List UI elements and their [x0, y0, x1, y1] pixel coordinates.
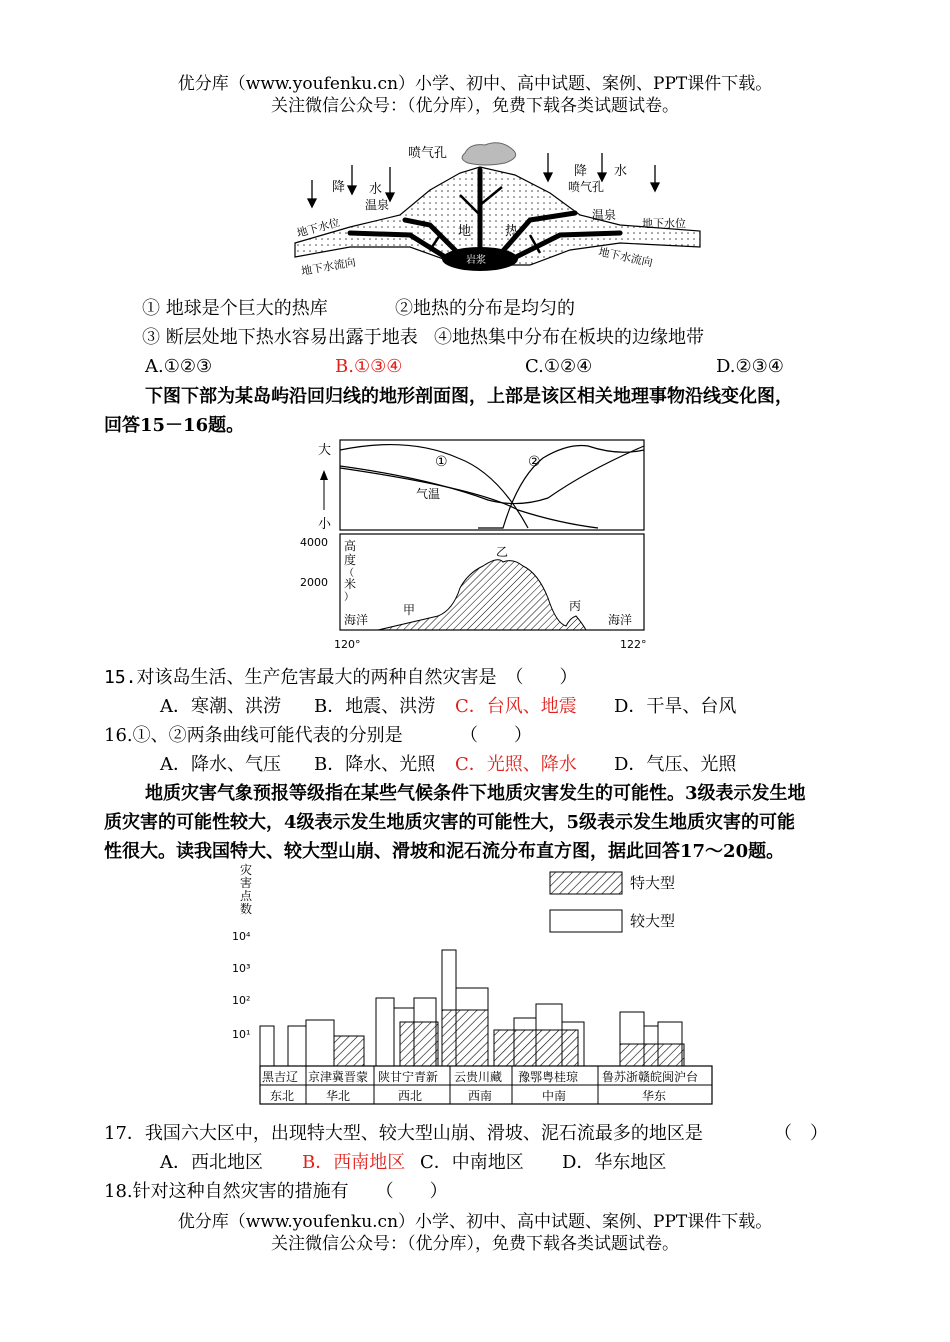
q16-choice-d: D．气压、光照	[614, 754, 737, 775]
water-table-label-left: 地下水位	[295, 215, 342, 240]
y-label-1: 高	[344, 539, 357, 553]
y-label-3: （	[344, 568, 354, 579]
q14-option-2: ②地热的分布是均匀的	[395, 298, 575, 319]
region-5: 华东	[642, 1089, 667, 1103]
q17-choice-d: D．华东地区	[562, 1152, 667, 1173]
point-bing: 丙	[569, 599, 582, 613]
footer-line-2: 关注微信公众号：（优分库），免费下载各类试题试卷。	[271, 1234, 679, 1254]
y-label-2: 度	[344, 553, 357, 567]
y-tick-10-3: 10³	[232, 962, 251, 975]
province-5: 鲁苏浙赣皖闽沪台	[602, 1070, 699, 1084]
q15-choice-a: A．寒潮、洪涝	[160, 696, 281, 717]
y-tick-10-1: 10¹	[232, 1028, 251, 1041]
q17-choice-a: A．西北地区	[160, 1152, 263, 1173]
y-axis-big: 大	[318, 443, 332, 458]
bar-large-north-2	[306, 1020, 334, 1066]
q14-option-4: ④地热集中分布在板块的边缘地带	[434, 327, 704, 348]
intro-15-line-1: 下图下部为某岛屿沿回归线的地形剖面图，上部是该区相关地理事物沿线变化图，	[145, 386, 793, 407]
vent-label-top: 喷气孔	[408, 146, 448, 161]
q15-stem: 15.对该岛生活、生产危害最大的两种自然灾害是 （ ）	[104, 667, 578, 688]
x-tick-122: 122°	[620, 638, 647, 651]
y-label-4: 米	[344, 577, 357, 591]
q16-choice-b: B．降水、光照	[314, 754, 436, 775]
y-title-1: 灾	[240, 863, 253, 877]
flow-label-right: 地下水流向	[597, 245, 654, 270]
q15-choice-b: B．地震、洪涝	[314, 696, 436, 717]
bar-large-north-1	[288, 1026, 306, 1066]
intro-17-line-1: 地质灾害气象预报等级指在某些气候条件下地质灾害发生的可能性。3级表示发生地	[145, 783, 806, 804]
province-2: 陕甘宁青新	[378, 1070, 439, 1084]
curve-2-label: ②	[528, 454, 541, 470]
region-3: 西南	[468, 1089, 493, 1103]
temperature-curve-2	[340, 468, 598, 528]
legend-large-swatch	[550, 910, 622, 932]
legend-special-swatch	[550, 872, 622, 894]
magma-label: 岩浆	[466, 255, 486, 266]
q14-choice-b: B.①③④	[335, 356, 403, 377]
terrain-profile	[378, 560, 586, 630]
y-axis-small: 小	[318, 517, 332, 532]
q14-option-1: ① 地球是个巨大的热库	[142, 298, 328, 319]
q16-choice-c: C．光照、降水	[455, 754, 577, 775]
heat-label-1: 地	[458, 224, 472, 239]
rain-label-right: 降	[574, 164, 588, 179]
temperature-label: 气温	[416, 487, 441, 501]
legend-special-label: 特大型	[630, 874, 676, 892]
point-yi: 乙	[496, 545, 509, 559]
steam-plume	[462, 143, 516, 165]
bar-special-north	[334, 1036, 364, 1066]
q14-choice-a: A.①②③	[145, 356, 213, 377]
province-0: 黑吉辽	[262, 1070, 299, 1084]
region-0: 东北	[270, 1089, 295, 1103]
region-4: 中南	[542, 1089, 567, 1103]
water-label-right: 水	[614, 164, 628, 179]
province-4: 豫鄂粤桂琼	[518, 1070, 579, 1084]
y-title-4: 数	[240, 902, 253, 916]
intro-15-line-2: 回答15－16题。	[104, 415, 245, 436]
vent-label-right: 喷气孔	[568, 180, 605, 194]
bar-special-central	[494, 1030, 578, 1066]
q14-choice-c: C.①②④	[525, 356, 593, 377]
bar-large-northwest-1	[376, 998, 394, 1066]
y-tick-4000: 4000	[300, 536, 328, 549]
header-line-1: 优分库（www.youfenku.cn）小学、初中、高中试题、案例、PPT课件下载。	[177, 74, 773, 94]
profile-chart	[298, 438, 658, 652]
region-1: 华北	[326, 1089, 351, 1103]
q18-stem: 18.针对这种自然灾害的措施有 （ ）	[104, 1181, 448, 1202]
curve-1-label: ①	[435, 454, 448, 470]
y-tick-10-2: 10²	[232, 994, 251, 1007]
province-3: 云贵川藏	[454, 1070, 503, 1084]
y-title-3: 点	[240, 889, 253, 903]
bar-special-northwest	[400, 1022, 438, 1066]
region-2: 西北	[398, 1089, 423, 1103]
q16-choice-a: A．降水、气压	[160, 754, 281, 775]
header-line-2: 关注微信公众号：（优分库），免费下载各类试题试卷。	[271, 96, 679, 116]
intro-17-line-2: 质灾害的可能性较大，4级表示发生地质灾害的可能性大，5级表示发生地质灾害的可能	[104, 812, 796, 833]
q17-stem: 17．我国六大区中，出现特大型、较大型山崩、滑坡、泥石流最多的地区是	[104, 1123, 703, 1144]
q15-choice-c: C．台风、地震	[455, 696, 577, 717]
water-label-left: 水	[369, 182, 383, 197]
province-1: 京津冀晋蒙	[308, 1070, 369, 1084]
legend-large-label: 较大型	[630, 912, 676, 930]
q16-stem: 16.①、②两条曲线可能代表的分别是	[104, 725, 403, 746]
intro-17-line-3: 性很大。读我国特大、较大型山崩、滑坡和泥石流分布直方图，据此回答17～20题。	[104, 841, 785, 862]
q16-paren: （ ）	[460, 725, 532, 746]
bar-special-southwest	[442, 1010, 488, 1066]
ocean-left-label: 海洋	[344, 613, 369, 627]
water-table-label-right: 地下水位	[642, 217, 686, 230]
y-label-5: ）	[344, 592, 354, 603]
heat-label-2: 热	[505, 224, 519, 239]
q17-choice-c: C．中南地区	[420, 1152, 524, 1173]
y-tick-2000: 2000	[300, 576, 328, 589]
rain-label-left: 降	[332, 180, 346, 195]
ocean-right-label: 海洋	[608, 613, 633, 627]
top-panel-frame	[340, 440, 644, 530]
point-jia: 甲	[403, 603, 416, 617]
q14-option-3: ③ 断层处地下热水容易出露于地表	[142, 327, 418, 348]
x-tick-120: 120°	[334, 638, 361, 651]
bar-special-east	[620, 1044, 684, 1066]
q14-choice-d: D.②③④	[716, 356, 784, 377]
y-title-2: 害	[240, 876, 253, 890]
geothermal-diagram	[290, 135, 710, 285]
landslide-bar-chart	[228, 860, 718, 1108]
q17-choice-b: B．西南地区	[302, 1152, 406, 1173]
flow-label-left: 地下水流向	[300, 255, 357, 278]
bar-large-northeast	[260, 1026, 274, 1066]
spring-label-right: 温泉	[592, 208, 617, 222]
y-tick-10-4: 10⁴	[232, 930, 251, 943]
spring-label-left: 温泉	[365, 198, 390, 212]
q17-paren: （ ）	[774, 1123, 828, 1144]
footer-line-1: 优分库（www.youfenku.cn）小学、初中、高中试题、案例、PPT课件下载。	[177, 1212, 773, 1232]
q15-choice-d: D．干旱、台风	[614, 696, 737, 717]
